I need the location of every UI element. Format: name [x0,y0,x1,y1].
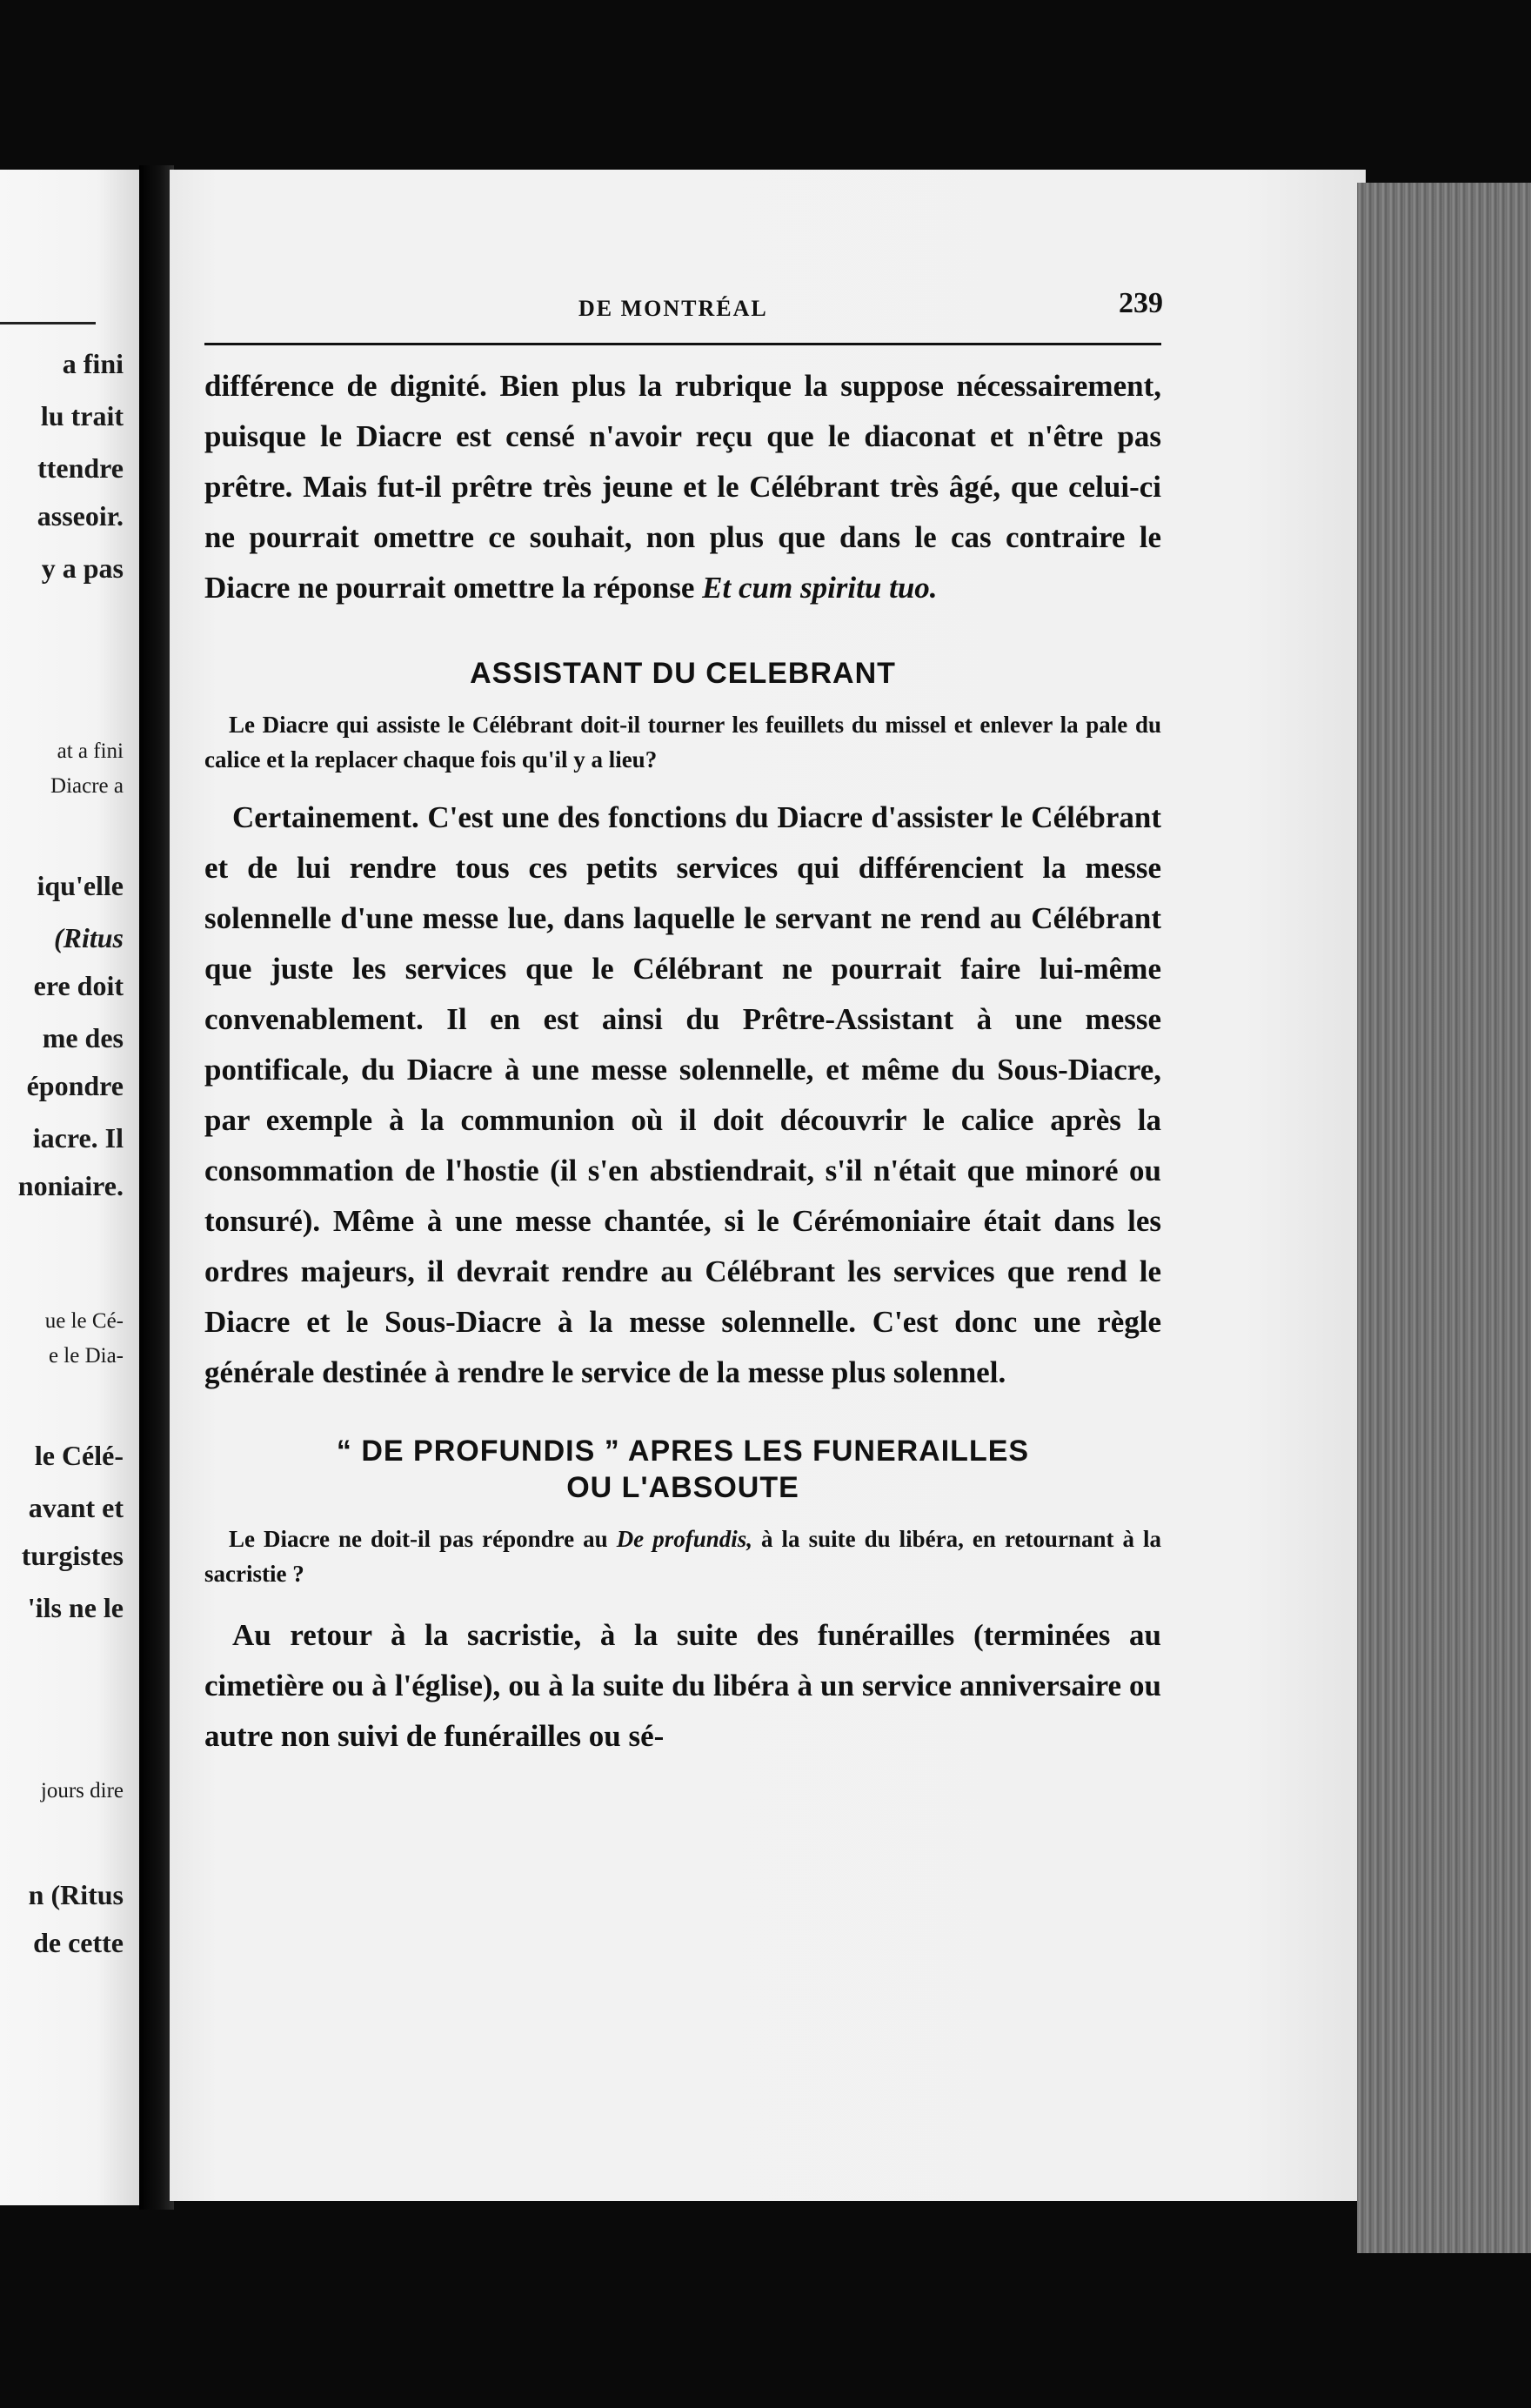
facing-page-line: iacre. Il [32,1122,124,1154]
facing-page-line: a fini [62,348,124,379]
facing-page-line: avant et [28,1492,124,1523]
facing-page-line: (Ritus [53,922,124,953]
facing-page-line: ue le Cé- [44,1309,124,1333]
facing-page-line: y a pas [41,552,124,584]
section-heading-de-profundis [204,1433,1161,1506]
facing-page-line: asseoir. [37,500,124,532]
answer-2: Au retour à la sacristie, à la suite des funérailles (terminées au cimetière ou à l'église), ou à la suite du libéra à un service anniversaire ou autre non suivi de funérailles ou sé- [204,1618,1161,1753]
facing-page-line: iqu'elle [37,870,124,901]
question-2-pre: Le Diacre ne doit-il pas répondre au [229,1526,608,1552]
book-gutter [139,165,174,2210]
facing-page-line: ttendre [37,452,124,484]
facing-page-line: e le Dia- [48,1344,124,1368]
facing-page-line: Diacre a [50,774,124,798]
question-2 [204,1522,1161,1591]
latin-phrase: Et cum spiritu tuo. [702,571,938,605]
page-edge [1357,183,1531,2253]
heading-line-1: “ DE PROFUNDIS ” APRES LES FUNERAILLES [336,1435,1030,1468]
running-title: DE MONTRÉAL [578,296,768,321]
facing-page-line: jours dire [40,1779,124,1803]
facing-page-line: ere doit [33,970,124,1001]
facing-page-line: 'ils ne le [27,1592,124,1623]
facing-page-line: turgistes [21,1540,124,1571]
facing-page-line: le Célé- [34,1440,124,1471]
page-content [204,287,1161,1762]
facing-page-line: épondre [26,1070,124,1101]
facing-page [0,170,139,2205]
paragraph-1 [204,361,1161,613]
header-rule [204,343,1161,345]
paragraph-1-text: différence de dignité. Bien plus la rubrique la suppose nécessairement, puisque le Diacre est censé n'avoir reçu que le diaconat et n'être pas prêtre. Mais fut-il prêtre très jeune et le Célébrant très âgé, que celui-ci ne pourrait omettre ce souhait, non plus que dans le cas contraire le Diacre ne pourrait omettre la réponse [204,369,1161,605]
facing-page-line: n (Ritus [28,1879,124,1910]
facing-page-rule [0,322,96,324]
question-2-italic: De profundis, [616,1526,752,1552]
facing-page-line: at a fini [57,739,124,763]
question-2-post: à la suite du libéra, en retournant à la sacristie ? [204,1526,1162,1587]
answer-1: Certainement. C'est une des fonctions du Diacre d'assister le Célébrant et de lui rendre tous ces petits services qui différencient la messe solennelle d'une messe lue, dans laquelle le servant ne rend au Célébrant que juste les services que le Célébrant ne pourrait faire lui-même convenablement. Il en est ainsi du Prêtre-Assistant à une messe pontificale, du Diacre à une messe solennelle, et même du Sous-Diacre, par exemple à la communion où il doit découvrir le calice après la consommation de l'hostie (il s'en abstiendrait, s'il n'était que minoré ou tonsuré). Même à une messe chantée, si le Cérémoniaire était dans les ordres majeurs, il devrait rendre au Célébrant les services que rend le Diacre et le Sous-Diacre à la messe solennelle. C'est donc une règle générale destinée à rendre le service de la messe plus solennel. [204,800,1161,1389]
facing-page-line: de cette [33,1927,124,1958]
facing-page-line: lu trait [40,400,124,431]
page-number: 239 [1119,287,1163,319]
running-head [204,287,1161,339]
heading-line-2: OU L'ABSOUTE [566,1471,799,1504]
section-heading-assistant: ASSISTANT DU CELEBRANT [470,657,896,690]
facing-page-line: noniaire. [17,1170,124,1201]
facing-page-line: me des [42,1022,124,1054]
question-1: Le Diacre qui assiste le Célébrant doit-il tourner les feuillets du missel et enlever la pale du calice et la replacer chaque fois qu'il y a lieu? [204,712,1161,773]
